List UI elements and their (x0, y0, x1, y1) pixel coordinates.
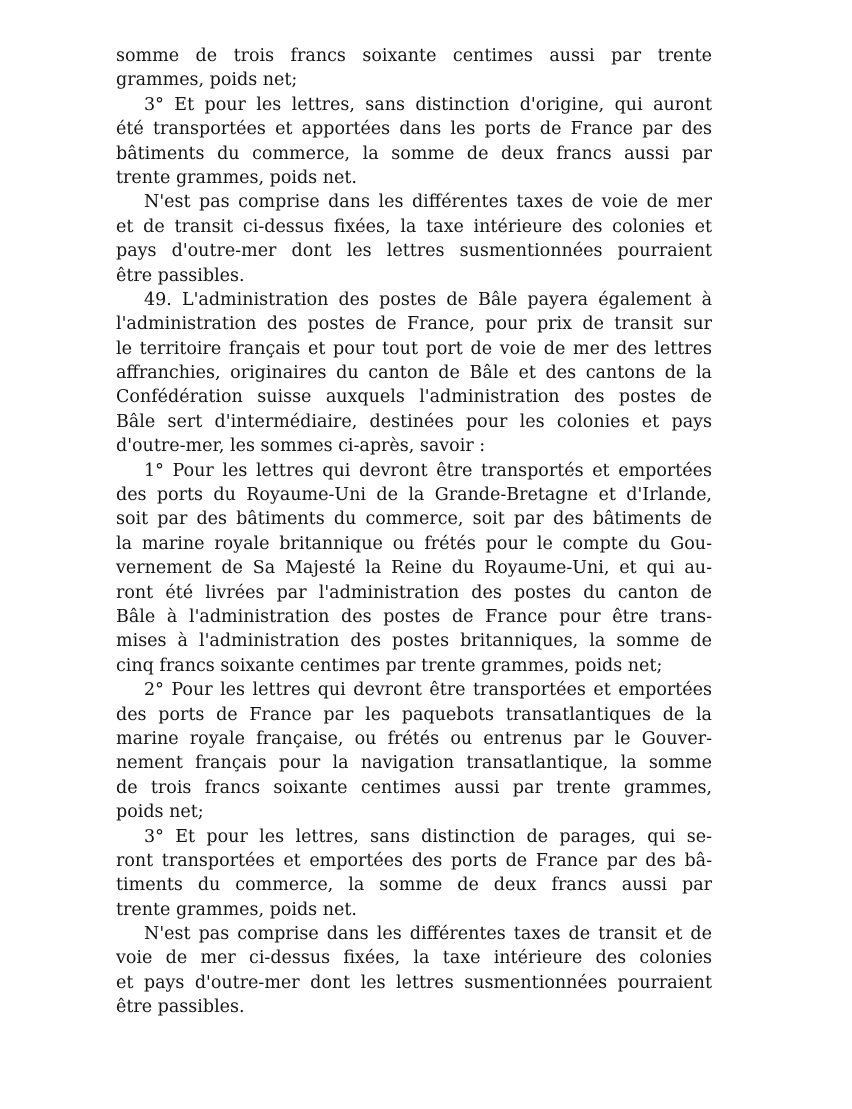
text-line: N'est pas comprise dans les différentes taxes de transit et de (144, 924, 712, 945)
text-line: été transportées et apportées dans les ports de France par des (116, 119, 712, 140)
text-line: d'outre-mer, les sommes ci-après, savoir : (116, 436, 486, 457)
text-line: de trois francs soixante centimes aussi par trente grammes, (116, 777, 712, 798)
text-line: et pays d'outre-mer dont les lettres susmentionnées pourraient (116, 972, 712, 993)
paragraph-exclusion-note-2 (116, 922, 712, 1020)
text-line: ront transportées et emportées des ports de France par des bâ- (116, 850, 712, 871)
text-line: 2° Pour les lettres qui devront être transportées et emportées (144, 680, 712, 701)
text-line: des ports de France par les paquebots transatlantiques de la (116, 704, 712, 725)
paragraph-item-2 (116, 678, 712, 824)
paragraph-item-3-ports (116, 93, 712, 191)
text-line: Bâle sert d'intermédiaire, destinées pour les colonies et pays (116, 411, 712, 432)
text-line: bâtiments du commerce, la somme de deux francs aussi par (116, 143, 712, 164)
text-line: voie de mer ci-dessus fixées, la taxe intérieure des colonies (116, 948, 712, 969)
paragraph-article-49 (116, 288, 712, 459)
text-line: ront été livrées par l'administration des postes du canton de (116, 582, 712, 603)
text-line: timents du commerce, la somme de deux francs aussi par (116, 875, 712, 896)
text-line: des ports du Royaume-Uni de la Grande-Bretagne et d'Irlande, (116, 485, 712, 506)
text-line: grammes, poids net; (116, 70, 298, 91)
text-line: affranchies, originaires du canton de Bâle et des cantons de la (116, 363, 712, 384)
text-line: N'est pas comprise dans les différentes taxes de voie de mer (144, 192, 712, 213)
text-line: être passibles. (116, 997, 245, 1018)
text-line: et de transit ci-dessus fixées, la taxe intérieure des colonies et (116, 216, 712, 237)
text-line: poids net; (116, 802, 204, 823)
text-line: soit par des bâtiments du commerce, soit par des bâtiments de (116, 509, 712, 530)
text-line: marine royale française, ou frétés ou entrenus par le Gouver- (116, 728, 712, 749)
text-line: nement français pour la navigation transatlantique, la somme (116, 753, 712, 774)
paragraph-item-3-parages (116, 825, 712, 923)
document-page (116, 44, 712, 1020)
text-line: Confédération suisse auxquels l'administration des postes de (116, 387, 712, 408)
paragraph-exclusion-note (116, 190, 712, 288)
text-line: la marine royale britannique ou frétés pour le compte du Gou- (116, 533, 712, 554)
text-line: cinq francs soixante centimes par trente grammes, poids net; (116, 655, 663, 676)
paragraph-continuation (116, 44, 712, 93)
text-line: 3° Et pour les lettres, sans distinction de parages, qui se- (144, 826, 712, 847)
text-line: somme de trois francs soixante centimes aussi par trente (116, 46, 712, 66)
paragraph-item-1 (116, 459, 712, 679)
text-line: vernement de Sa Majesté la Reine du Royaume-Uni, et qui au- (116, 558, 712, 579)
text-line: trente grammes, poids net. (116, 899, 357, 920)
text-line: être passibles. (116, 265, 245, 286)
text-line: Bâle à l'administration des postes de France pour être trans- (116, 606, 712, 627)
text-line: l'administration des postes de France, pour prix de transit sur (116, 314, 712, 335)
text-line: 3° Et pour les lettres, sans distinction d'origine, qui auront (144, 94, 712, 115)
text-line: trente grammes, poids net. (116, 167, 357, 188)
text-line: 49. L'administration des postes de Bâle payera également à (144, 289, 712, 310)
text-line: pays d'outre-mer dont les lettres susmentionnées pourraient (116, 241, 712, 262)
text-line: le territoire français et pour tout port de voie de mer des lettres (116, 338, 712, 359)
text-line: mises à l'administration des postes britanniques, la somme de (116, 631, 712, 652)
text-line: 1° Pour les lettres qui devront être transportés et emportées (144, 460, 712, 481)
